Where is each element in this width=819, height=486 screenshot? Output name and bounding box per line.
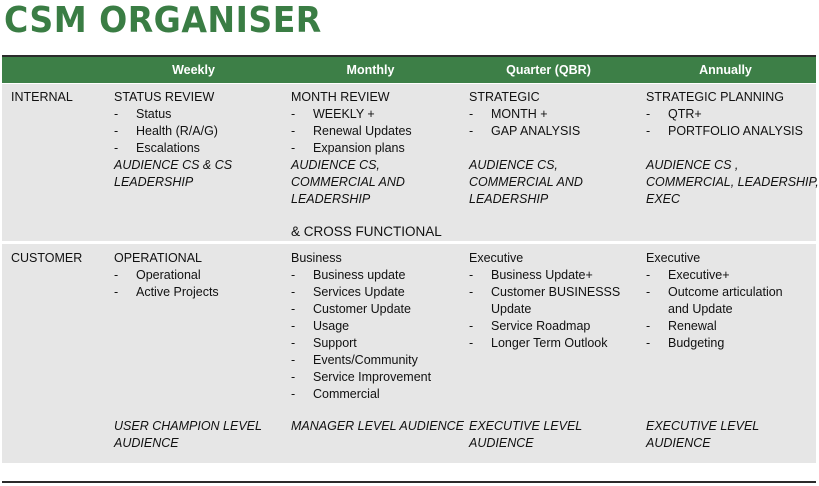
list-item: - Operational <box>114 268 201 282</box>
list-item: - Commercial <box>291 387 380 401</box>
audience-line: MANAGER LEVEL AUDIENCE <box>291 419 464 433</box>
audience-line: COMMERCIAL AND <box>469 175 583 189</box>
list-item: - Longer Term Outlook <box>469 336 608 350</box>
audience-line: AUDIENCE CS & CS <box>114 158 233 172</box>
row-label-customer: CUSTOMER <box>11 251 83 265</box>
list-item: - Business update <box>291 268 406 282</box>
audience-line: COMMERCIAL, LEADERSHIP, <box>646 175 819 189</box>
internal-monthly-cell <box>291 89 412 208</box>
list-item: - Renewal Updates <box>291 124 412 138</box>
internal-weekly-cell <box>114 89 232 191</box>
audience-line: AUDIENCE CS, <box>469 158 558 172</box>
customer-monthly-audience <box>291 418 464 435</box>
list-item: - Services Update <box>291 285 405 299</box>
audience-line: USER CHAMPION LEVEL <box>114 419 262 433</box>
list-item-continuation: and Update <box>668 302 733 316</box>
header-quarterly: Quarter (QBR) <box>506 63 591 77</box>
audience-line: EXEC <box>646 192 681 206</box>
audience-line: AUDIENCE <box>646 436 711 450</box>
table-header <box>2 57 816 83</box>
audience-line: LEADERSHIP <box>114 175 194 189</box>
internal-annually-cell <box>646 89 819 208</box>
cell-heading: Business <box>291 251 342 265</box>
list-item: - Events/Community <box>291 353 418 367</box>
audience-line: EXECUTIVE LEVEL <box>646 419 760 433</box>
row-label-internal: INTERNAL <box>11 90 73 104</box>
list-item: - Budgeting <box>646 336 725 350</box>
list-item: - Status <box>114 107 172 121</box>
audience-line: EXECUTIVE LEVEL <box>469 419 583 433</box>
list-item: - GAP ANALYSIS <box>469 124 581 138</box>
customer-quarterly-audience <box>469 418 582 452</box>
customer-annually-cell <box>646 250 783 352</box>
list-item: - Active Projects <box>114 285 219 299</box>
audience-line: AUDIENCE CS, <box>291 158 380 172</box>
list-item: - Service Improvement <box>291 370 432 384</box>
audience-line: AUDIENCE CS , <box>646 158 739 172</box>
list-item: - Usage <box>291 319 350 333</box>
cell-heading: MONTH REVIEW <box>291 90 390 104</box>
list-item: - Renewal <box>646 319 717 333</box>
header-weekly: Weekly <box>172 63 215 77</box>
cell-heading: OPERATIONAL <box>114 251 202 265</box>
list-item: - Escalations <box>114 141 200 155</box>
customer-quarterly-cell <box>469 250 620 352</box>
cell-heading: STRATEGIC PLANNING <box>646 90 784 104</box>
list-item: - Executive+ <box>646 268 730 282</box>
list-item: - MONTH + <box>469 107 548 121</box>
audience-line: AUDIENCE <box>114 436 179 450</box>
cell-heading: Executive <box>469 251 524 265</box>
list-item: - Health (R/A/G) <box>114 124 218 138</box>
page-title: CSM ORGANISER <box>4 0 322 41</box>
list-item: - PORTFOLIO ANALYSIS <box>646 124 803 138</box>
audience-line: COMMERCIAL AND <box>291 175 405 189</box>
customer-weekly-audience <box>114 418 262 452</box>
audience-line: AUDIENCE <box>469 436 534 450</box>
header-annually: Annually <box>699 63 752 77</box>
list-item: - WEEKLY + <box>291 107 375 121</box>
customer-annually-audience <box>646 418 759 452</box>
list-item: - Service Roadmap <box>469 319 591 333</box>
header-monthly: Monthly <box>346 63 395 77</box>
list-item: - Support <box>291 336 357 350</box>
cell-heading: STATUS REVIEW <box>114 90 215 104</box>
list-item: - Customer BUSINESSS <box>469 285 621 299</box>
audience-line: LEADERSHIP <box>469 192 549 206</box>
list-item: - QTR+ <box>646 107 702 121</box>
audience-line: LEADERSHIP <box>291 192 371 206</box>
list-item-continuation: Update <box>491 302 532 316</box>
customer-monthly-cell <box>291 250 431 403</box>
list-item: - Expansion plans <box>291 141 405 155</box>
cross-functional-note: & CROSS FUNCTIONAL <box>291 224 442 239</box>
cell-heading: Executive <box>646 251 701 265</box>
list-item: - Customer Update <box>291 302 411 316</box>
internal-quarterly-cell <box>469 89 583 208</box>
customer-weekly-cell <box>114 250 219 301</box>
cell-heading: STRATEGIC <box>469 90 540 104</box>
bottom-rule <box>2 481 816 483</box>
list-item: - Business Update+ <box>469 268 593 282</box>
list-item: - Outcome articulation <box>646 285 783 299</box>
